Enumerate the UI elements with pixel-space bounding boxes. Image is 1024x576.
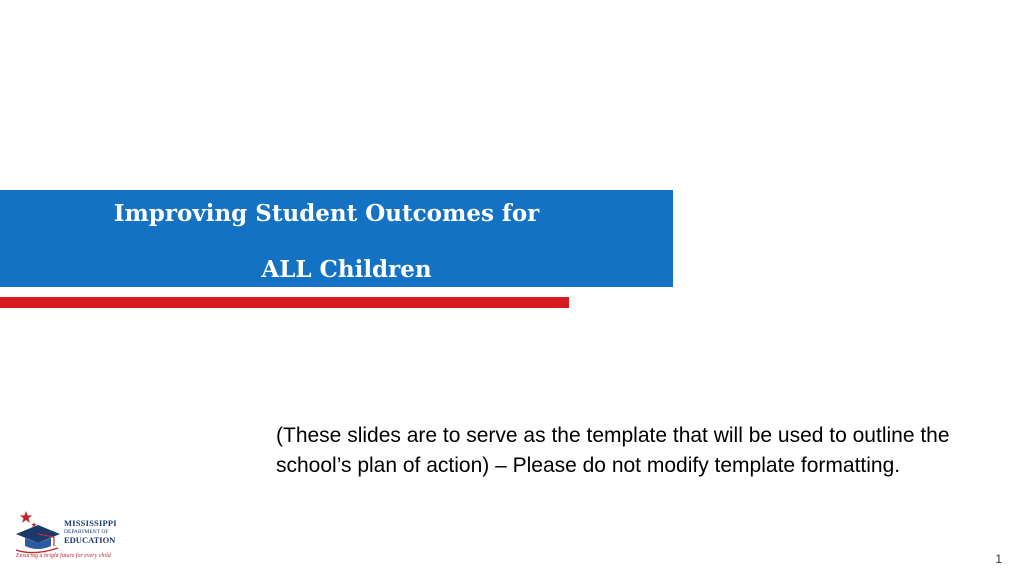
body-text: (These slides are to serve as the template that will be used to outline the school’s plan of action) – Please do not modify template formatting.: [276, 424, 950, 477]
logo-name-line-2: DEPARTMENT OF: [64, 528, 109, 535]
logo-name-line-3: EDUCATION: [64, 535, 116, 545]
slide-title: [0, 190, 673, 287]
page-number: 1: [995, 552, 1002, 566]
logo-tagline: Ensuring a bright future for every child: [16, 553, 111, 559]
logo-name-line-1: MISSISSIPPI: [64, 518, 117, 528]
accent-rule: [0, 297, 569, 308]
mde-logo: [14, 510, 134, 566]
title-band: [0, 190, 673, 287]
title-line-2: ALL Children: [261, 256, 432, 283]
logo-wordmark: [64, 519, 134, 545]
graduation-cap-star-icon: [14, 510, 62, 556]
title-line-1: Improving Student Outcomes for: [113, 200, 540, 227]
